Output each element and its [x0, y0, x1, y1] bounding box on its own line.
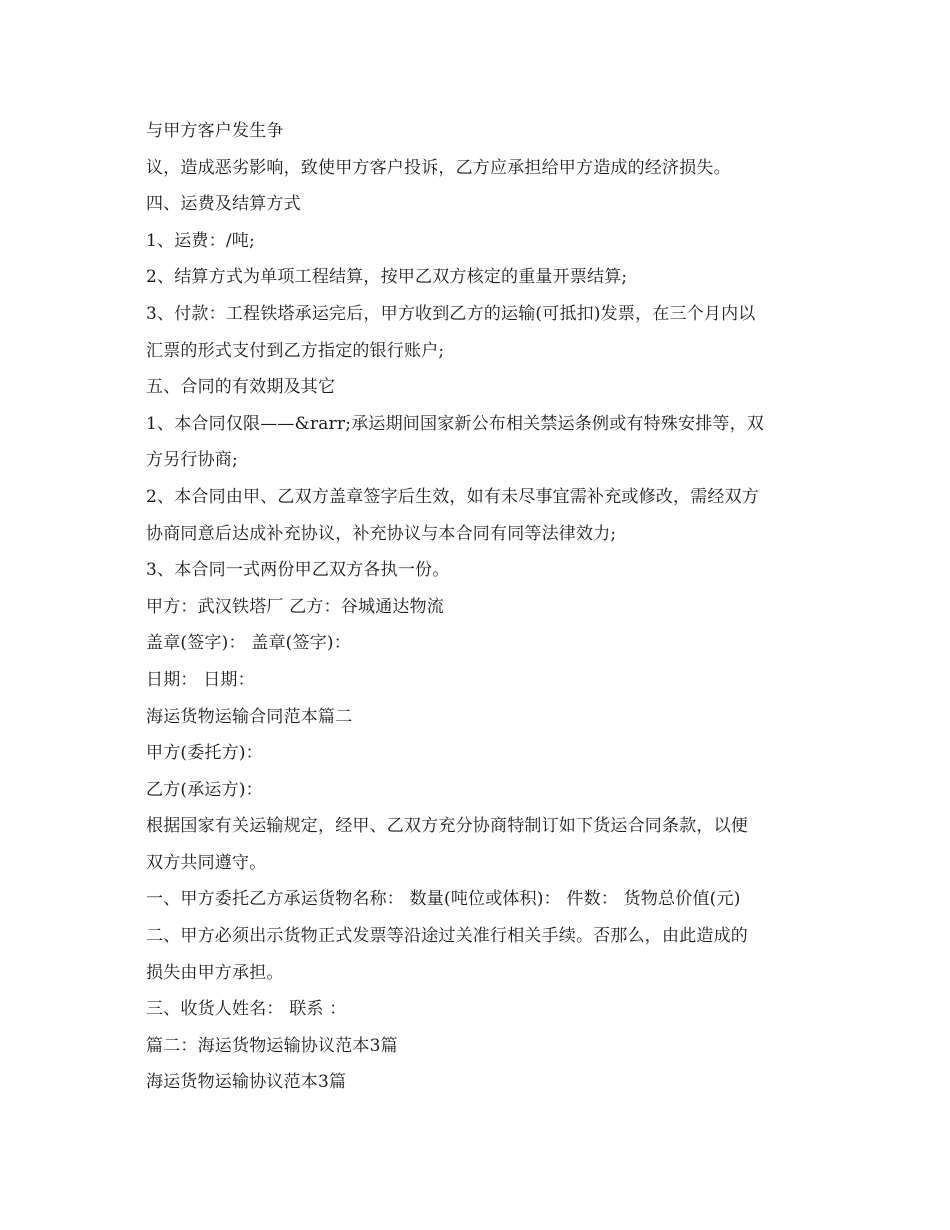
section-title: 篇二：海运货物运输协议范本3篇 [146, 1035, 398, 1056]
text-line: 3、付款：工程铁塔承运完后，甲方收到乙方的运输(可抵扣)发票，在三个月内以 [146, 303, 756, 324]
section-title: 海运货物运输协议范本3篇 [146, 1072, 347, 1093]
text-line: 汇票的形式支付到乙方指定的银行账户; [146, 340, 445, 361]
text-line: 一、甲方委托乙方承运货物名称： 数量(吨位或体积)： 件数： 货物总价值(元) [146, 889, 741, 910]
text-line: 协商同意后达成补充协议，补充协议与本合同有同等法律效力; [146, 523, 617, 544]
party-b-line: 乙方(承运方)： [146, 779, 263, 800]
text-line: 损失由甲方承担。 [146, 962, 284, 983]
document-body [146, 113, 818, 1101]
date-line: 日期： 日期： [146, 669, 255, 690]
seal-line: 盖章(签字)： 盖章(签字)： [146, 633, 351, 654]
text-line: 2、结算方式为单项工程结算，按甲乙双方核定的重量开票结算; [146, 267, 628, 288]
text-line: 三、收货人姓名： 联系 ： [146, 999, 347, 1020]
party-a-line: 甲方(委托方)： [146, 743, 263, 764]
text-line: 根据国家有关运输规定，经甲、乙双方充分协商特制订如下货运合同条款，以便 [146, 816, 748, 837]
section-heading: 五、合同的有效期及其它 [146, 377, 336, 398]
section-title: 海运货物运输合同范本篇二 [146, 706, 353, 727]
text-line: 议，造成恶劣影响，致使甲方客户投诉，乙方应承担给甲方造成的经济损失。 [146, 157, 731, 178]
text-line: 1、本合同仅限——&rarr;承运期间国家新公布相关禁运条例或有特殊安排等，双 [146, 413, 764, 434]
party-line: 甲方：武汉铁塔厂 乙方：谷城通达物流 [146, 596, 445, 617]
text-line: 双方共同遵守。 [146, 852, 267, 873]
section-heading: 四、运费及结算方式 [146, 194, 301, 215]
text-line: 与甲方客户发生争 [146, 121, 284, 141]
text-line: 3、本合同一式两份甲乙双方各执一份。 [146, 560, 450, 581]
text-line: 2、本合同由甲、乙双方盖章签字后生效，如有未尽事宜需补充或修改，需经双方 [146, 486, 760, 507]
text-line: 方另行协商; [146, 450, 238, 471]
text-line: 1、运费：/吨; [146, 230, 255, 251]
text-line: 二、甲方必须出示货物正式发票等沿途过关准行相关手续。否那么，由此造成的 [146, 926, 748, 947]
